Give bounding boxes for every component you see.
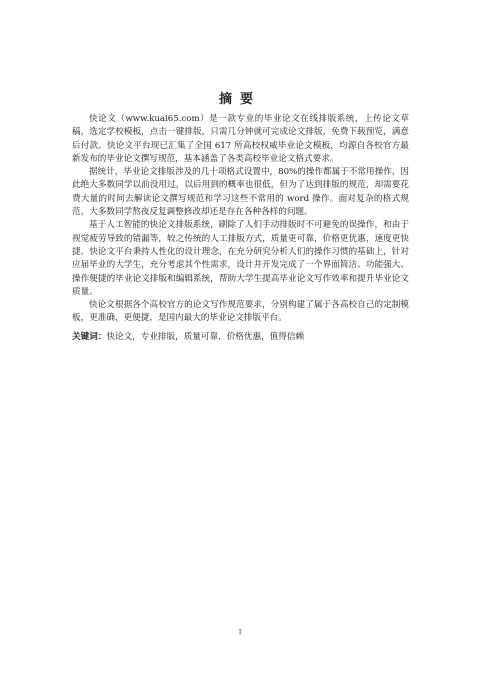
page-number: I	[238, 629, 242, 636]
abstract-title: 摘要	[218, 92, 261, 107]
abstract-body	[72, 113, 409, 326]
abstract-paragraph-4: 快论文根据各个高校官方的论文写作规范要求，分别构建了属于各高校自己的定制模板，更准确，更便捷，是国内最大的毕业论文排版平台。	[72, 300, 409, 324]
abstract-paragraph-1: 快论文（www.kuai65.com）是一款专业的毕业论文在线排版系统，上传论文草稿，选定学校模板，点击一键排版，只需几分钟就可完成论文排版，免费下载预览，满意后付款。快论文平台现已汇集了全国 617 所高校权威毕业论文模板，均源自各校官方最新发布的毕业论文撰写规范，基本涵盖了各类高校毕业论文格式要求。	[72, 114, 409, 164]
keywords-text: 快论文，专业排版，质量可靠，价格优惠，值得信赖	[106, 332, 305, 342]
abstract-paragraph-3: 基于人工智能的快论文排版系统，刷除了人们手动排版时不可避免的误操作，和由于视觉疲劳导致的错漏等，较之传统的人工排版方式，质量更可靠，价格更优惠，速度更快捷。快论文平台秉持人性化的设计理念，在充分研究分析人们的操作习惯的基础上，针对应届毕业的大学生，充分考虑其个性需求，设计并开发完成了一个界面简洁、功能强大、操作便捷的毕业论文排版和编辑系统，帮助大学生提高毕业论文写作效率和提升毕业论文质量。	[72, 220, 409, 297]
keywords-label: 关键词：	[72, 332, 107, 342]
keywords-line	[72, 331, 409, 344]
abstract-paragraph-2: 据统计，毕业论文排版涉及的几十项格式设置中，80%的操作都属于不常用操作，因此绝大多数同学以前没用过，以后用到的概率也很低，但为了达到排版的规范，却需要花费大量的时间去解读论文撰写规范和学习这些不常用的 word 操作。面对复杂的格式规范，大多数同学熬夜反复调整修改却还是存在各种各样的问题。	[72, 167, 409, 218]
